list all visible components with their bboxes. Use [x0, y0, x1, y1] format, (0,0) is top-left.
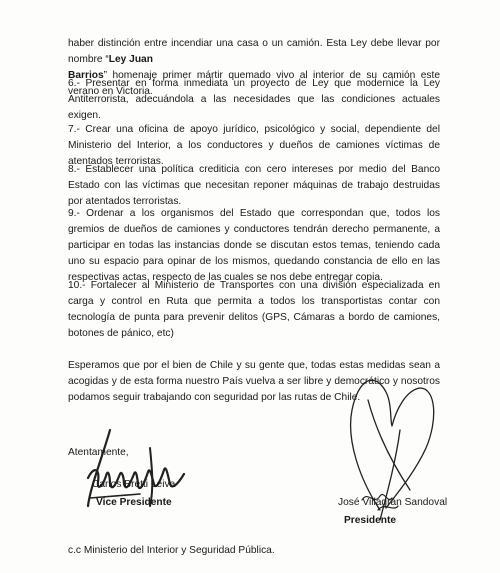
law-name-part2: Barrios — [68, 70, 104, 81]
signer-right-role: Presidente — [344, 515, 397, 526]
item-9-paragraph: 9.- Ordenar a los organismos del Estado que correspondan que, todos los gremios de dueños de camiones y conductores tendrán derecho permanente, a participar en todas las instancias donde se discutan estos temas, teniendo cada uno su espacio para opinar de los mismos, quedando constancia de ello en las respectivas actas, respecto de las cuales se nos debe entregar copia. — [68, 208, 440, 283]
law-name-part1: Ley Juan — [108, 54, 153, 65]
salutation: Atentamente, — [68, 447, 129, 458]
closing-paragraph: Esperamos que por el bien de Chile y su gente que, todas estas medidas sean a acogidas y de esta forma nuestro País vuelva a ser libre y democrático y nosotros podamos seguir trabajando con seguridad por las rutas de Chile. — [68, 360, 440, 403]
signer-right-name: José Villagrán Sandoval — [338, 497, 448, 508]
signer-left-name: Carlos Bretti Leiva — [92, 479, 176, 490]
cc-line: c.c Ministerio del Interior y Seguridad Pública. — [68, 545, 275, 556]
intro-line1-text: haber distinción entre incendiar una casa o un camión. Esta Ley debe llevar por nombre “ — [68, 38, 440, 65]
item-7-paragraph: 7.- Crear una oficina de apoyo jurídico, psicológico y social, dependiente del Ministerio del Interior, a los conductores y dueños de camiones víctimas de atentados terroristas. — [68, 124, 440, 167]
item-8-paragraph: 8.- Establecer una política crediticia con cero intereses por medio del Banco Estado con las víctimas que necesitan reponer máquinas de trabajo destruidas por atentados terroristas. — [68, 164, 440, 207]
item-10-paragraph: 10.- Fortalecer al Ministerio de Transportes con una división especializada en carga y control en Ruta que permita a todos los transportistas contar con tecnología de punta para prevenir delitos (GPS, Cámaras a bordo de camiones, botones de pánico, etc) — [68, 280, 440, 339]
item-6-paragraph: 6.- Presentar en forma inmediata un proyecto de Ley que modernice la Ley Antiterrorista, adecuándola a las necesidades que las condiciones actuales exigen. — [68, 78, 440, 121]
intro-line2-text: ” homenaje primer mártir quemado vivo al interior de su camión este verano en Victoria. — [68, 70, 440, 97]
signer-left-role: Vice Presidente — [96, 497, 172, 508]
